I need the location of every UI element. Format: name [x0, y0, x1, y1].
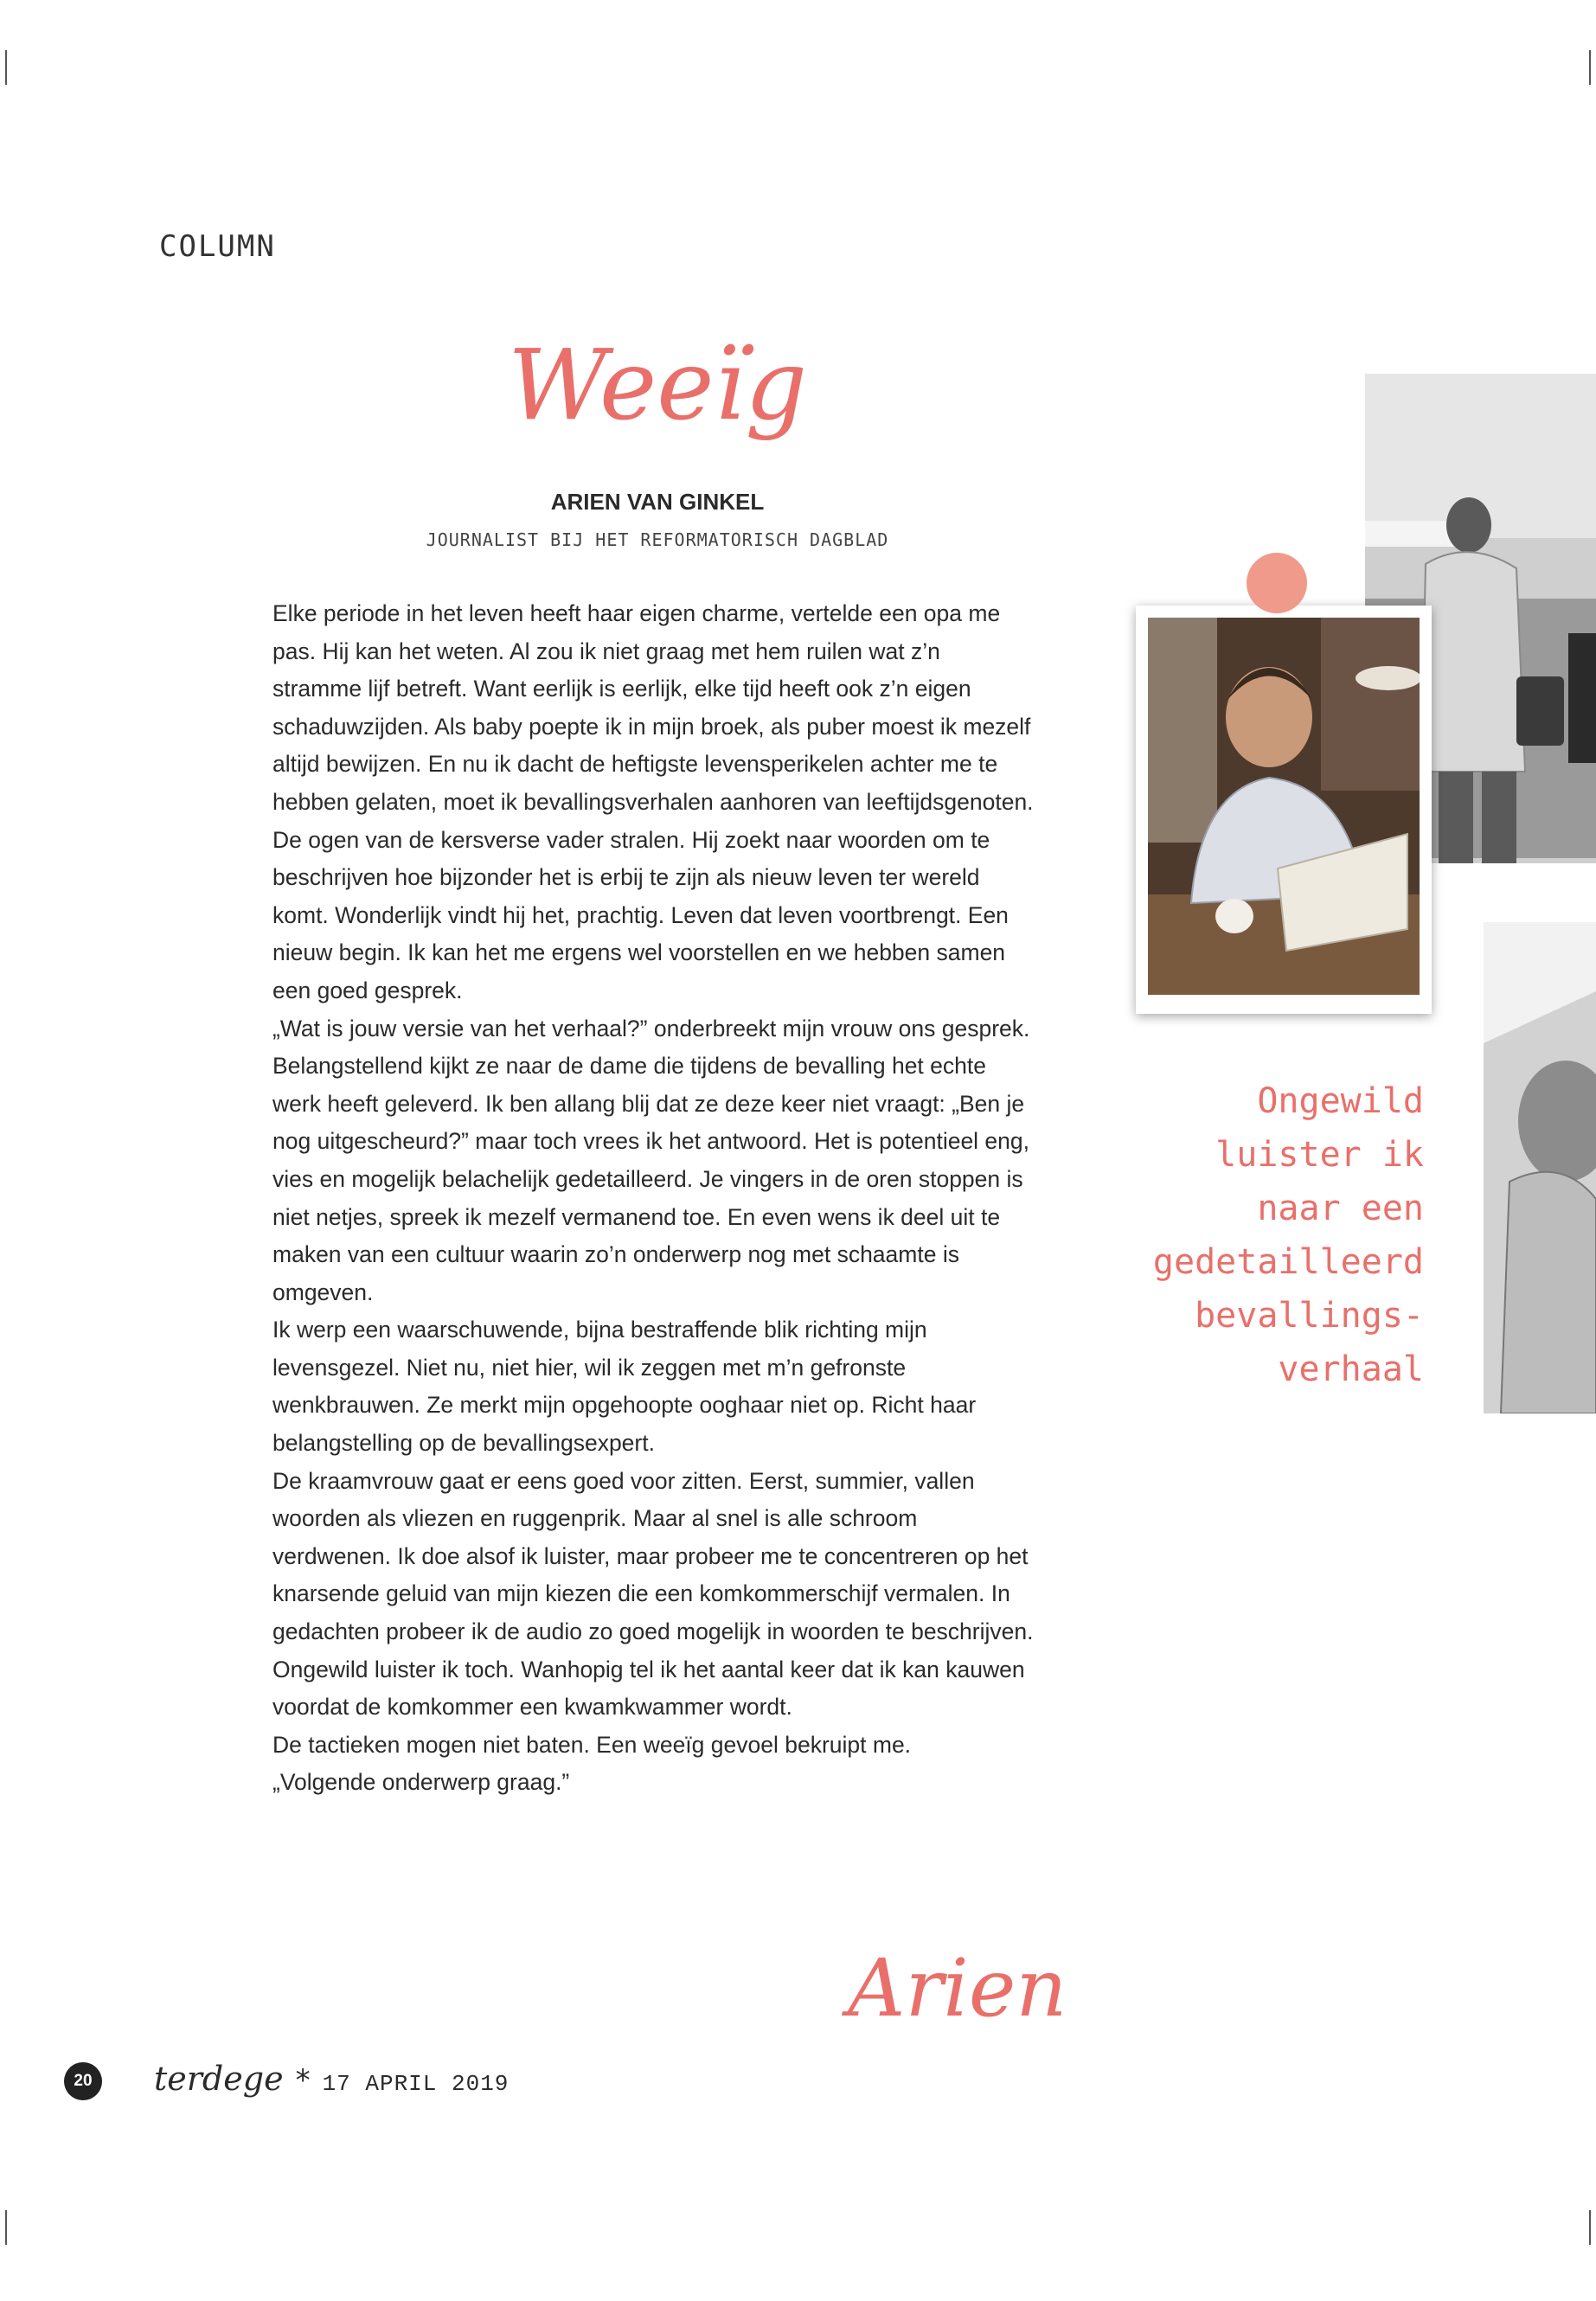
photo-man-reading-newspaper: [1148, 618, 1420, 995]
section-label: COLUMN: [159, 229, 276, 264]
photo-man-reading-illustration: [1148, 618, 1420, 995]
body-paragraph: Ik werp een waarschuwende, bijna bestraffende blik richting mijn levensgezel. Niet nu, niet hier, wil ik zeggen met m’n gefronste wenkbrauwen. Ze merkt mijn opgehoopte ooghaar niet op. Richt haar belangstelling op de bevallingsexpert.: [272, 1317, 977, 1457]
body-paragraph: De tactieken mogen niet baten. Een weeïg gevoel bekruipt me.: [272, 1731, 912, 1758]
article-title: Weeïg: [507, 330, 808, 442]
crop-mark-top-left: [5, 50, 7, 85]
photo-man-looking-up: [1484, 922, 1596, 1413]
photo-frame: [1136, 606, 1432, 1014]
decorative-dot: [1247, 553, 1307, 613]
separator-star: *: [295, 2063, 311, 2098]
page-footer: [154, 2060, 509, 2098]
magazine-name: terdege: [154, 2060, 284, 2098]
author-signature: Arien: [848, 1942, 1067, 2035]
issue-date: 17 APRIL 2019: [322, 2071, 510, 2097]
body-paragraph: De ogen van de kersverse vader stralen. Hij zoekt naar woorden om te beschrijven hoe bijzonder het is erbij te zijn als nieuw leven ter wereld komt. Wonderlijk vindt hij het, prachtig. Leven dat leven voortbrengt. Een nieuw begin. Ik kan het me ergens wel voorstellen en we hebben samen een goed gesprek.: [272, 826, 1009, 1003]
crop-mark-bottom-right: [1589, 2210, 1591, 2245]
photo-man-looking-up-illustration: [1484, 922, 1596, 1413]
author-role: JOURNALIST BIJ HET REFORMATORISCH DAGBLAD: [426, 529, 889, 550]
article-body: [272, 595, 1034, 1802]
pullquote: Ongewild luister ik naar een gedetailleerd bevallings-verhaal: [1152, 1081, 1424, 1389]
body-paragraph: De kraamvrouw gaat er eens goed voor zitten. Eerst, summier, vallen woorden als vliezen en ruggenprik. Maar al snel is alle schroom verdwenen. Ik doe alsof ik luister, maar probeer me te concentreren op het knarsende geluid van mijn kiezen die een komkommerschijf vermalen. In gedachten probeer ik de audio zo goed mogelijk in woorden te beschrijven. Ongewild luister ik toch. Wanhopig tel ik het aantal keer dat ik kan kauwen voordat de komkommer een kwamkwammer wordt.: [272, 1467, 1034, 1721]
author-name: ARIEN VAN GINKEL: [550, 489, 765, 515]
crop-mark-bottom-left: [5, 2210, 7, 2245]
body-paragraph: „Volgende onderwerp graag.”: [272, 1769, 570, 1796]
page-number-badge: 20: [64, 2062, 102, 2100]
body-paragraph: „Wat is jouw versie van het verhaal?” onderbreekt mijn vrouw ons gesprek. Belangstellend kijkt ze naar de dame die tijdens de bevalling het echte werk heeft geleverd. Ik ben allang blij dat ze deze keer niet vraagt: „Ben je nog uitgescheurd?” maar toch vrees ik het antwoord. Het is potentieel eng, vies en mogelijk belachelijk gedetailleerd. Je vingers in de oren stoppen is niet netjes, spreek ik mezelf vermanend toe. En even wens ik deel uit te maken van een cultuur waarin zo’n onderwerp nog met schaamte is omgeven.: [272, 1015, 1030, 1305]
crop-mark-top-right: [1589, 50, 1591, 85]
body-paragraph: Elke periode in het leven heeft haar eigen charme, vertelde een opa me pas. Hij kan het weten. Al zou ik niet graag met hem ruilen wat z’n stramme lijf betreft. Want eerlijk is eerlijk, elke tijd heeft ook z’n eigen schaduwzijden. Als baby poepte ik in mijn broek, als puber moest ik mezelf altijd bewijzen. En nu ik dacht de heftigste levensperikelen achter me te hebben gelaten, moet ik bevallingsverhalen aanhoren van leeftijdsgenoten.: [272, 600, 1034, 815]
